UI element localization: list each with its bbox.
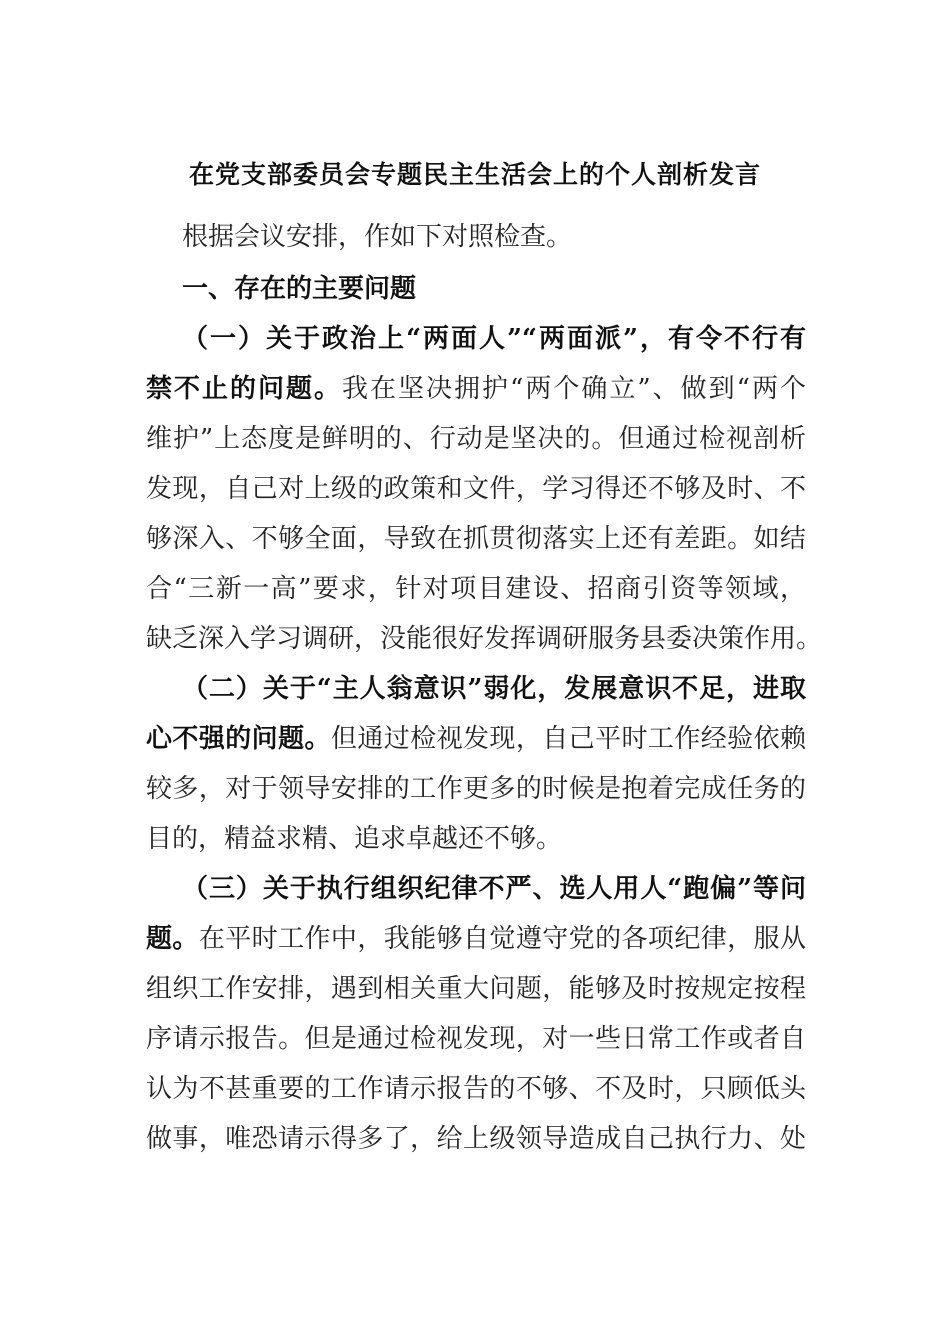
paragraph-1-line-6: 合“三新一高”要求，针对项目建设、招商引资等领域， bbox=[146, 574, 806, 604]
paragraph-3-line-3: 组织工作安排，遇到相关重大问题，能够及时按规定按程 bbox=[146, 974, 806, 1004]
paragraph-2-bold-lead: 心不强的问题。 bbox=[146, 724, 331, 754]
paragraph-1-line-5: 够深入、不够全面，导致在抓贯彻落实上还有差距。如结 bbox=[146, 524, 806, 554]
paragraph-1-line-2 bbox=[146, 364, 806, 414]
paragraph-2-line-1: （二）关于“主人翁意识”弱化，发展意识不足，进取 bbox=[182, 674, 806, 704]
intro-paragraph: 根据会议安排，作如下对照检查。 bbox=[182, 222, 573, 252]
paragraph-3-line-1: （三）关于执行组织纪律不严、选人用人“跑偏”等问 bbox=[182, 874, 806, 904]
document-title: 在党支部委员会专题民主生活会上的个人剖析发言 bbox=[188, 160, 761, 189]
paragraph-1-bold-lead: 禁不止的问题。 bbox=[146, 374, 343, 404]
paragraph-3-line-6: 做事，唯恐请示得多了，给上级领导造成自己执行力、处 bbox=[146, 1124, 806, 1154]
paragraph-1-line-7: 缺乏深入学习调研，没能很好发挥调研服务县委决策作用。 bbox=[146, 624, 823, 654]
section-heading: 一、存在的主要问题 bbox=[182, 274, 417, 304]
paragraph-1-line-3: 维护”上态度是鲜明的、行动是坚决的。但通过检视剖析 bbox=[146, 424, 806, 454]
paragraph-3-line-2 bbox=[146, 914, 806, 964]
paragraph-2-line-3: 较多，对于领导安排的工作更多的时候是抱着完成任务的 bbox=[146, 774, 806, 804]
paragraph-1-line-2-text: 我在坚决拥护“两个确立”、做到“两个 bbox=[342, 374, 806, 404]
paragraph-2-line-4: 目的，精益求精、追求卓越还不够。 bbox=[146, 824, 563, 854]
paragraph-2-line-2 bbox=[146, 714, 806, 764]
paragraph-3-line-4: 序请示报告。但是通过检视发现，对一些日常工作或者自 bbox=[146, 1024, 806, 1054]
paragraph-3-line-5: 认为不甚重要的工作请示报告的不够、不及时，只顾低头 bbox=[146, 1074, 806, 1104]
paragraph-1-line-4: 发现，自己对上级的政策和文件，学习得还不够及时、不 bbox=[146, 474, 806, 504]
paragraph-3-bold-lead: 题。 bbox=[146, 924, 199, 954]
paragraph-2-line-2-text: 但通过检视发现，自己平时工作经验依赖 bbox=[330, 724, 806, 754]
paragraph-1-line-1: （一）关于政治上“两面人”“两面派”，有令不行有 bbox=[182, 324, 806, 354]
paragraph-3-line-2-text: 在平时工作中，我能够自觉遵守党的各项纪律，服从 bbox=[198, 924, 806, 954]
